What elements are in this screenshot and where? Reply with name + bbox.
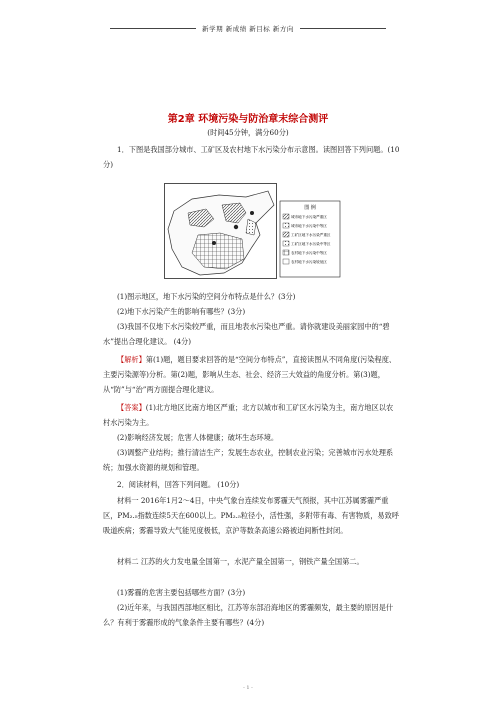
answer-3: (3)调整产业结构；推行清洁生产；发展生态农业，控制农业污染；完善城市污水处理系统；加强水资源的规划和管理。	[103, 448, 394, 472]
legend-item-5: 农村地下水污染中等区	[291, 251, 327, 255]
legend-swatch-grid	[283, 250, 289, 255]
page-header	[110, 22, 386, 34]
answer-label: 【答案】	[117, 403, 146, 412]
legend-swatch-hatch	[283, 214, 289, 219]
question-1-sub-2: (2)地下水污染产生的影响有哪些？(3分)	[117, 307, 246, 316]
question-2-material-2: 材料二 江苏的火力发电量全国第一，水泥产量全国第一，钢铁产量全国第二。	[117, 557, 364, 566]
legend-item-3: 工矿区地下水污染严重区	[291, 233, 331, 237]
city-marker	[234, 225, 238, 229]
legend-swatch-hatch	[283, 232, 289, 237]
question-1-sub-1: (1)图示地区，地下水污染的空间分布特点是什么？(3分)	[117, 292, 296, 301]
city-marker	[250, 211, 254, 215]
map-legend-box	[280, 201, 340, 277]
legend-title: 图 例	[304, 205, 316, 211]
analysis-block	[103, 353, 400, 397]
header-rule-left	[110, 28, 196, 29]
analysis-label: 【解析】	[117, 355, 146, 364]
chapter-title: 第2章 环境污染与防治章末综合测评	[167, 114, 329, 125]
legend-swatch-dots	[283, 223, 289, 228]
legend-swatch-dots	[283, 241, 289, 246]
page-number: - 1 -	[243, 685, 253, 691]
answer-1: (1)北方地区比南方地区严重；北方以城市和工矿区水污染为主，南方地区以农村水污染为主。	[103, 403, 394, 427]
legend-swatch-blank	[283, 259, 289, 264]
question-2-sub-1: (1)雾霾的危害主要包括哪些方面？(3分)	[117, 588, 246, 597]
legend-item-1: 城市地下水污染严重区	[291, 215, 327, 219]
legend-item-6: 农村地下水污染较低区	[291, 260, 327, 264]
analysis-text: 第(1)题，题目要求回答的是“空间分布特点”，直接读图从不同角度(污染程度、主要污染源等)分析。第(2)题，影响从生态、社会、经济三大效益的角度分析。第(3)题，从“防”与“治”两方面提合理化建议。	[103, 355, 397, 394]
question-2-sub-2: (2)近年来，与我国西部地区相比，江苏等东部沿海地区的雾霾频发，最主要的原因是什么？有利于雾霾形成的气象条件主要有哪些？(4分)	[103, 603, 394, 627]
question-2-material-1: 材料一 2016年1月2～4日，中央气象台连续发布雾霾天气预报，其中江苏属雾霾严重区，PM₂.₅指数连续5天在600以上。PM₂.₅粒径小，活性强，多附带有毒、有害物质，易致呼吸道疾病；雾霾导致大气能见度极低，京沪等数条高速公路被迫间断性封闭。	[103, 496, 399, 535]
question-2-stem: 2．阅读材料，回答下列问题。 (10分)	[117, 480, 240, 489]
answer-2: (2)影响经济发展；危害人体健康；破坏生态环境。	[117, 433, 279, 442]
legend-item-2: 城市地下水污染中等区	[291, 224, 327, 228]
question-1-stem: 1．下图是我国部分城市、工矿区及农村地下水污染分布示意图。读图回答下列问题。(10分)	[103, 145, 400, 169]
header-rule-right	[300, 28, 386, 29]
header-slogan: 新学期 新成绩 新目标 新方向	[202, 24, 294, 33]
question-1-sub-3: (3)我国不仅地下水污染较严重，而且地表水污染也严重。请你就建设美丽家园中的“碧水”提出合理化建议。 (4分)	[103, 322, 390, 346]
answer-block	[103, 401, 400, 431]
city-marker	[212, 241, 216, 245]
legend-item-4: 工矿区地下水污染中等区	[291, 242, 331, 246]
exam-subtitle: (时间45分钟，满分60分)	[207, 128, 289, 137]
groundwater-pollution-map	[164, 183, 342, 279]
